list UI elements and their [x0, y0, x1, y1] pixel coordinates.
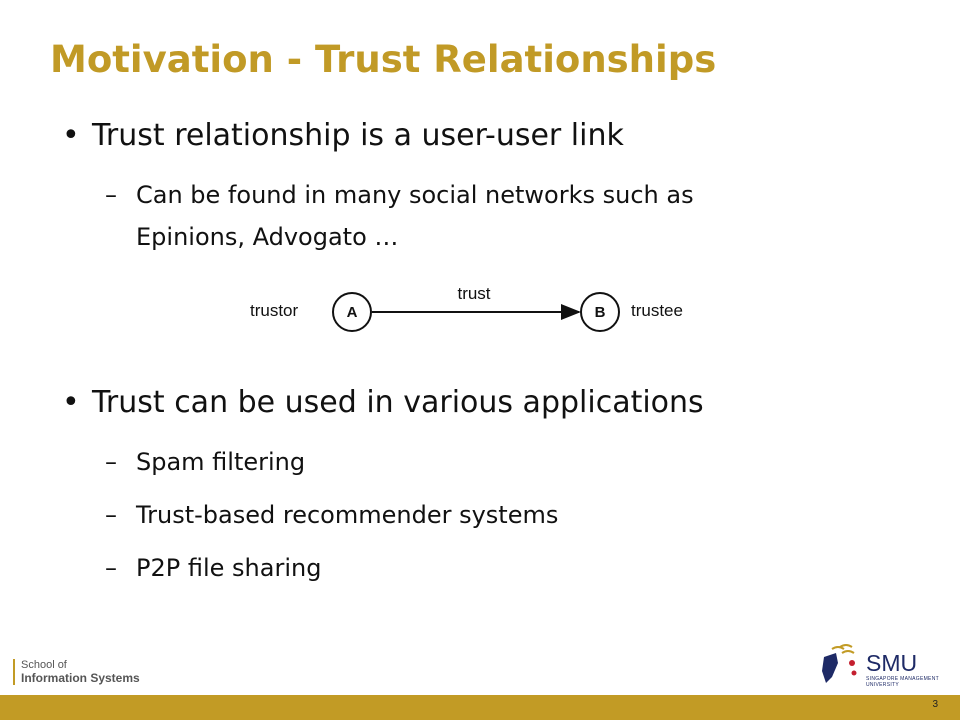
- school-label: [13, 659, 140, 685]
- school-line-1: School of: [21, 659, 67, 671]
- bullet-symbol: •: [62, 118, 80, 153]
- sub-item-text: Can be found in many social networks such as: [136, 181, 694, 209]
- dash-symbol: –: [105, 448, 117, 476]
- logo-subtext: [866, 676, 939, 688]
- node-a-label: A: [346, 304, 358, 321]
- edge-label: trust: [457, 284, 491, 303]
- logo-subtext-line-2: UNIVERSITY: [866, 682, 900, 688]
- sub-item-text: Spam filtering: [136, 448, 306, 476]
- dash-symbol: –: [105, 181, 117, 209]
- logo-subtext-line-1: SINGAPORE MANAGEMENT: [866, 676, 939, 682]
- footer-band: [0, 695, 960, 720]
- dash-symbol: –: [105, 501, 117, 529]
- node-b-label: B: [594, 304, 606, 321]
- school-line-2: Information Systems: [21, 671, 140, 685]
- logo-text: SMU: [866, 650, 918, 676]
- trustee-label: trustee: [631, 301, 683, 320]
- page-number: 3: [932, 699, 938, 710]
- trustor-label: trustor: [250, 301, 299, 320]
- sub-item-text: Epinions, Advogato …: [136, 223, 399, 251]
- dash-symbol: –: [105, 554, 117, 582]
- sub-item-text: P2P file sharing: [136, 554, 322, 582]
- slide-title: Motivation - Trust Relationships: [50, 38, 717, 81]
- bullet-text: Trust can be used in various applications: [92, 385, 704, 420]
- sub-item-text: Trust-based recommender systems: [136, 501, 559, 529]
- bullet-symbol: •: [62, 385, 80, 420]
- bullet-text: Trust relationship is a user-user link: [92, 118, 624, 153]
